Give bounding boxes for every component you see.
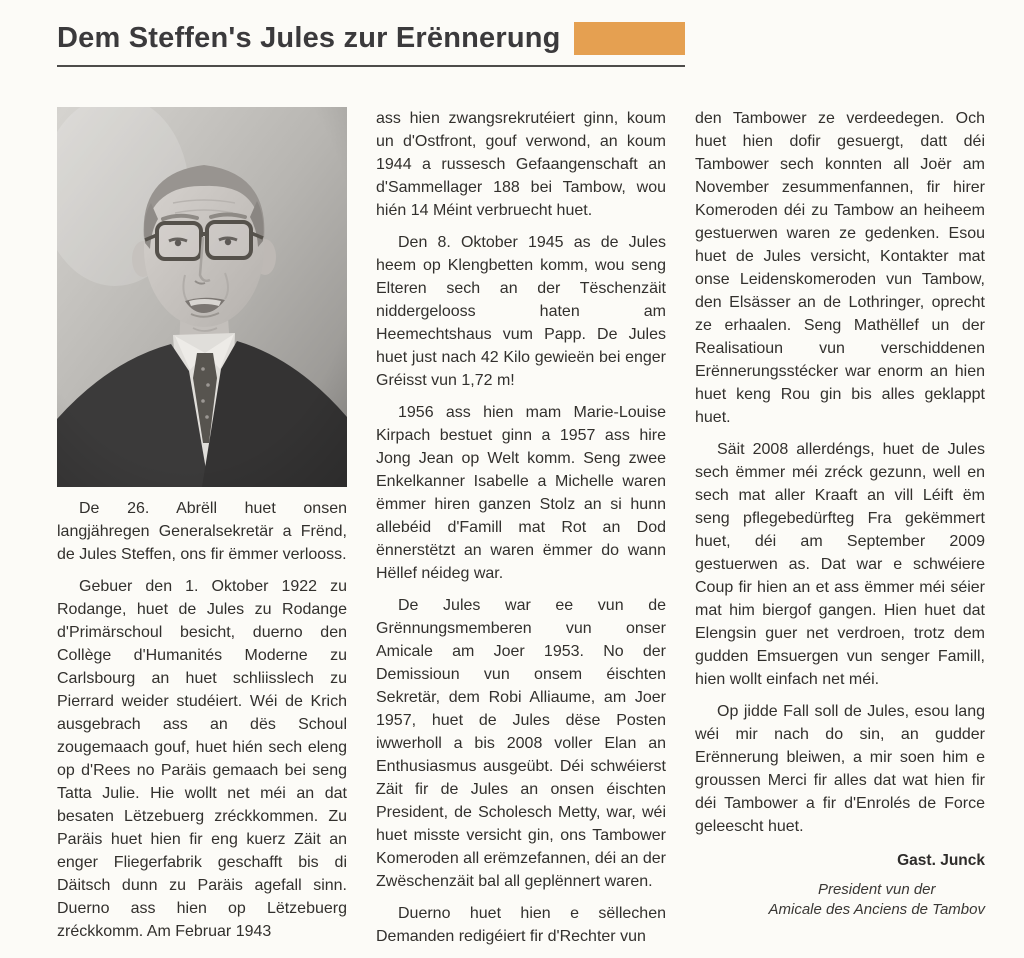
author-role-line2: Amicale des Anciens de Tambov (768, 901, 985, 919)
paragraph: De 26. Abrëll huet onsen langjähregen Generalsekretär a Frënd, de Jules Steffen, ons fir ëmmer verlooss. (57, 500, 347, 563)
paragraph: Op jidde Fall soll de Jules, esou lang wéi mir nach do sin, an gudder Erënnerung bleiwen, a mir soen him e groussen Merci fir alles dat wat hien fir déi Tambower a fir d'Enrolés de Force geleescht huet. (695, 703, 985, 835)
title-row (57, 18, 685, 58)
article-columns (57, 107, 985, 948)
paragraph: De Jules war ee vun de Grënnungsmemberen vun onser Amicale am Joer 1953. No der Demissioun vun onsem éischten Sekretär, dem Robi Alliaume, am Joer 1957, huet de Jules dëse Posten iwwerholl a bis 2008 voller Elan an Enthusiasmus ausgeübt. Déi schwéierst Zäit fir de Jules an onsen éischten President, de Scholesch Metty, war, wéi huet misste versicht gin, ons Tambower Komeroden all erëmzefannen, déi an der Zwëschenzäit bal all geplënnert waren. (376, 597, 666, 890)
signature-block (695, 852, 985, 921)
portrait-illustration (57, 107, 347, 487)
column-1 (57, 107, 347, 948)
paragraph: Duerno huet hien e sëllechen Demanden redigéiert fir d'Rechter vun (376, 905, 666, 945)
author-name: Gast. Junck (897, 852, 985, 869)
paragraph: ass hien zwangsrekrutéiert ginn, koum un d'Ostfront, gouf verwond, an koum 1944 a russesch Gefaangenschaft an d'Sammellager 188 bei Tambow, wou hién 14 Méint verbruecht huet. (376, 110, 666, 219)
title-rule (57, 65, 685, 67)
portrait-photo (57, 107, 347, 487)
paragraph: 1956 ass hien mam Marie-Louise Kirpach bestuet ginn a 1957 ass hire Jong Jean op Welt komm. Seng zwee Enkelkanner Isabelle a Michelle waren ëmmer hiren ganzen Stolz an si hunn allebéid d'Famill mat Rot an Dod ënnerstëtzt an waren ëmmer do wann Hëllef néideg war. (376, 404, 666, 582)
author-role (768, 880, 985, 921)
article-header (57, 18, 685, 67)
page-title: Dem Steffen's Jules zur Erënnerung (57, 21, 561, 54)
author-role-line1: President vun der (817, 881, 936, 898)
paragraph: Den 8. Oktober 1945 as de Jules heem op Klengbetten komm, wou seng Elteren sech an der Tëschenzäit niddergelooss haten am Heemechtshaus vum Papp. De Jules huet just nach 42 Kilo gewieën bei enger Gréisst vun 1,72 m! (376, 234, 666, 389)
title-accent-bar (574, 22, 685, 55)
paragraph: Säit 2008 allerdéngs, huet de Jules sech ëmmer méi zréck gezunn, well en sech mat aller Kraaft an vill Léift ëm seng pflegebedürfteg Fra gekëmmert huet, déi am September 2009 gestuerwen as. Dat war e schwéiere Coup fir hien an et ass ëmmer méi séier mat him biergof gangen. Hien huet dat Elengsin guer net verdroen, trotz dem gudden Emsuergen vun senger Famill, hien wollt einfach net méi. (695, 441, 985, 688)
column-3 (695, 107, 985, 948)
paragraph: Gebuer den 1. Oktober 1922 zu Rodange, huet de Jules zu Rodange d'Primärschoul besicht, duerno den Collège d'Humanités Moderne zu Carlsbourg an huet schliisslech zu Pierrard weider studéiert. Wéi de Krich ausgebrach ass an dës Schoul zougemaach gouf, huet hién sech eleng op d'Rees no Paräis gemaach bei seng Tatta Julie. Hie wollt net méi an dat besaten Lëtzebuerg zréckkommen. Zu Paräis huet hien fir eng kuerz Zäit an enger Fliegerfabrik geschafft bis di Däitsch dunn zu Paräis agefall sinn. Duerno ass hien op Lëtzebuerg zréckkomm. Am Februar 1943 (57, 578, 347, 940)
paragraph: den Tambower ze verdeedegen. Och huet hien dofir gesuergt, datt déi Tambower sech konnten all Joër am November zesummenfannen, fir hirer Komeroden déi zu Tambow an heiheem gestuerwen waren ze gedenken. Esou huet de Jules versicht, Kontakter mat onse Leidenskomeroden vun Tambow, den Elsässer an de Lothringer, oprecht ze erhaalen. Seng Mathëllef un der Realisatioun vun verschiddenen Erënnerungsstécker war enorm an hien huet keng Rou gin bis alles geklappt huet. (695, 110, 985, 426)
column-2 (376, 107, 666, 948)
